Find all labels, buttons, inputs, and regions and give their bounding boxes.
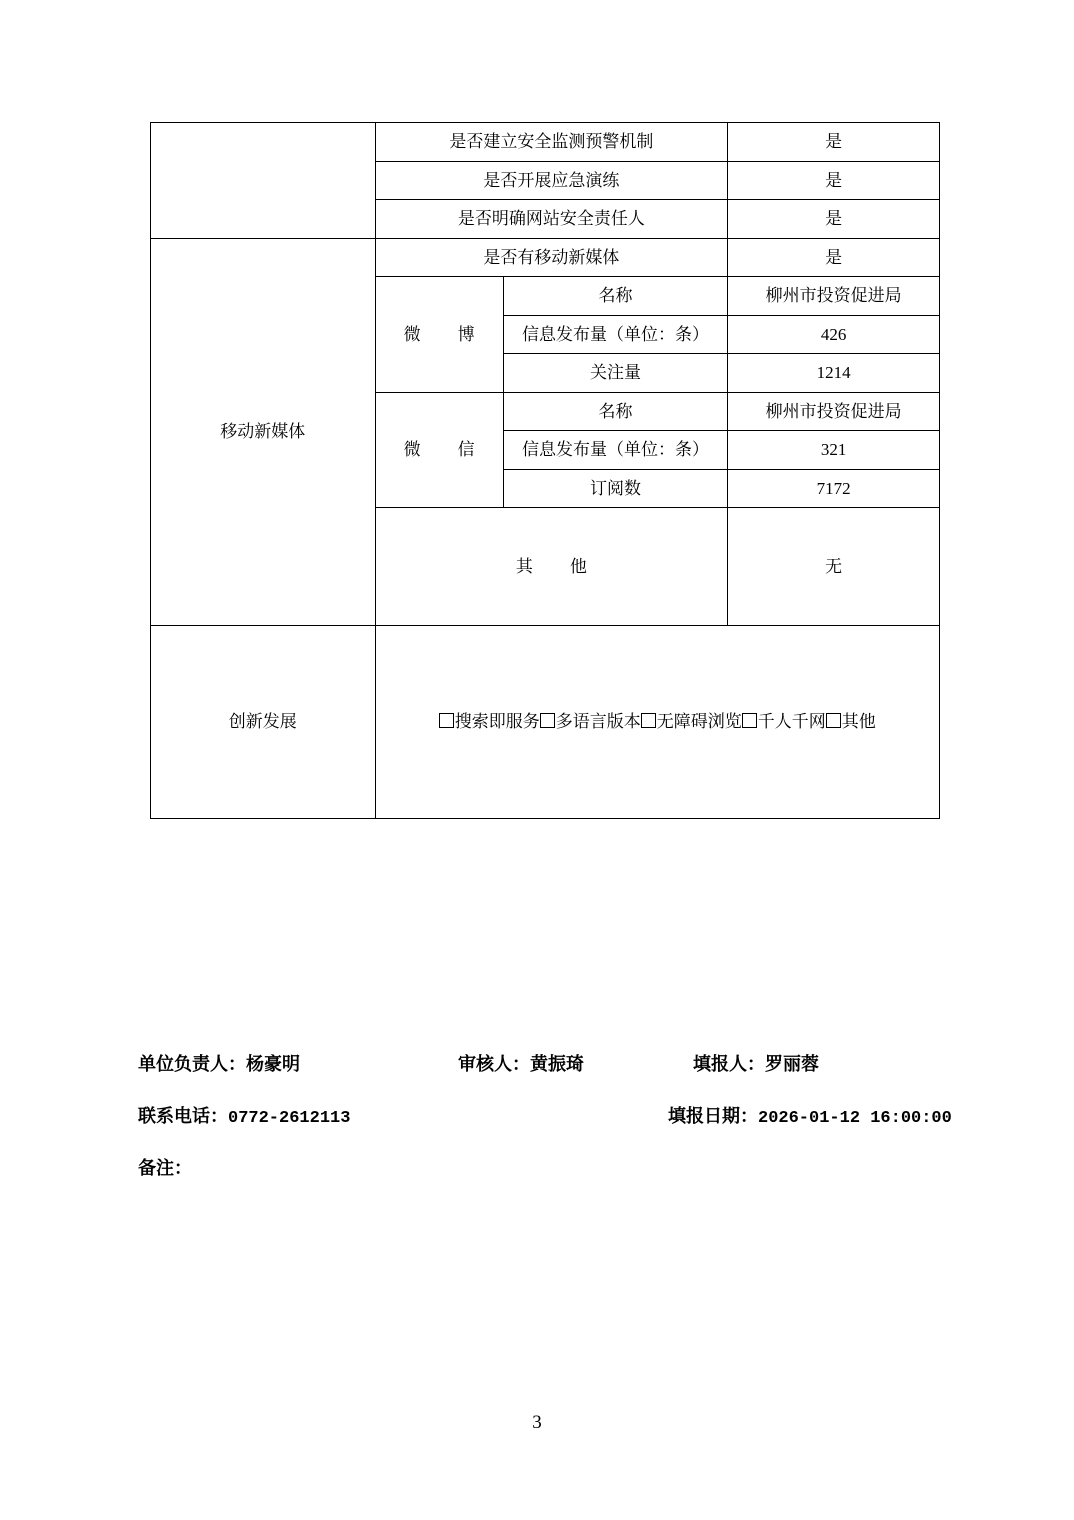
weibo-follow-value: 1214	[728, 354, 940, 393]
wechat-name-value: 柳州市投资促进局	[728, 392, 940, 431]
weibo-name-value: 柳州市投资促进局	[728, 277, 940, 316]
phone-label: 联系电话：	[138, 1106, 228, 1126]
reviewer-label: 审核人：	[458, 1054, 530, 1074]
weibo-name-label: 名称	[503, 277, 728, 316]
innovation-option-label: 搜索即服务	[454, 712, 540, 732]
wechat-name-label: 名称	[503, 392, 728, 431]
checkbox-icon[interactable]	[439, 713, 454, 728]
reviewer-value: 黄振琦	[530, 1054, 584, 1074]
innovation-options	[380, 709, 936, 735]
emergency-drill-label: 是否开展应急演练	[375, 161, 728, 200]
signature-block	[138, 1050, 998, 1206]
government-website-form-table	[150, 122, 940, 819]
innovation-option-search-as-service[interactable]	[439, 712, 540, 731]
checkbox-icon[interactable]	[742, 713, 757, 728]
report-date-value: 2026-01-12 16:00:00	[758, 1109, 952, 1128]
weibo-publish-value: 426	[728, 315, 940, 354]
wechat-subscribe-value: 7172	[728, 469, 940, 508]
security-warning-label: 是否建立安全监测预警机制	[375, 123, 728, 162]
table-row	[151, 238, 940, 277]
weibo-publish-label: 信息发布量（单位：条）	[503, 315, 728, 354]
innovation-option-label: 多语言版本	[555, 712, 641, 732]
other-media-value: 无	[728, 508, 940, 626]
wechat-label: 微 信	[375, 392, 503, 508]
innovation-options-cell	[375, 626, 940, 819]
mobile-media-group-label: 移动新媒体	[151, 238, 376, 626]
filler-label: 填报人：	[693, 1054, 765, 1074]
signature-row-3	[138, 1154, 998, 1206]
phone-value: 0772-2612113	[228, 1109, 351, 1128]
weibo-follow-label: 关注量	[503, 354, 728, 393]
innovation-option-label: 其他	[841, 712, 876, 732]
innovation-label: 创新发展	[151, 626, 376, 819]
report-date-field	[668, 1102, 952, 1128]
table-row	[151, 626, 940, 819]
security-warning-value: 是	[728, 123, 940, 162]
unit-leader-label: 单位负责人：	[138, 1054, 246, 1074]
innovation-option-accessibility[interactable]	[641, 712, 742, 731]
innovation-option-label: 千人千网	[757, 712, 826, 732]
checkbox-icon[interactable]	[540, 713, 555, 728]
security-officer-value: 是	[728, 200, 940, 239]
security-officer-label: 是否明确网站安全责任人	[375, 200, 728, 239]
phone-field	[138, 1102, 350, 1128]
wechat-subscribe-label: 订阅数	[503, 469, 728, 508]
innovation-option-multi-language[interactable]	[540, 712, 641, 731]
emergency-drill-value: 是	[728, 161, 940, 200]
filler-value: 罗丽蓉	[765, 1054, 819, 1074]
signature-row-2	[138, 1102, 998, 1154]
unit-leader-field	[138, 1050, 300, 1076]
wechat-publish-label: 信息发布量（单位：条）	[503, 431, 728, 470]
signature-row-1	[138, 1050, 998, 1102]
table-row	[151, 123, 940, 162]
remark-label: 备注：	[138, 1158, 192, 1178]
other-media-label: 其 他	[375, 508, 728, 626]
filler-field	[693, 1050, 819, 1076]
weibo-label: 微 博	[375, 277, 503, 393]
wechat-publish-value: 321	[728, 431, 940, 470]
innovation-option-personalized[interactable]	[742, 712, 826, 731]
checkbox-icon[interactable]	[641, 713, 656, 728]
has-mobile-media-value: 是	[728, 238, 940, 277]
form-table-container	[150, 122, 940, 819]
security-group-cell	[151, 123, 376, 239]
unit-leader-value: 杨豪明	[246, 1054, 300, 1074]
checkbox-icon[interactable]	[826, 713, 841, 728]
page-number: 3	[532, 1412, 542, 1433]
has-mobile-media-label: 是否有移动新媒体	[375, 238, 728, 277]
innovation-option-label: 无障碍浏览	[656, 712, 742, 732]
report-date-label: 填报日期：	[668, 1106, 758, 1126]
reviewer-field	[458, 1050, 584, 1076]
innovation-option-other[interactable]	[826, 712, 876, 731]
